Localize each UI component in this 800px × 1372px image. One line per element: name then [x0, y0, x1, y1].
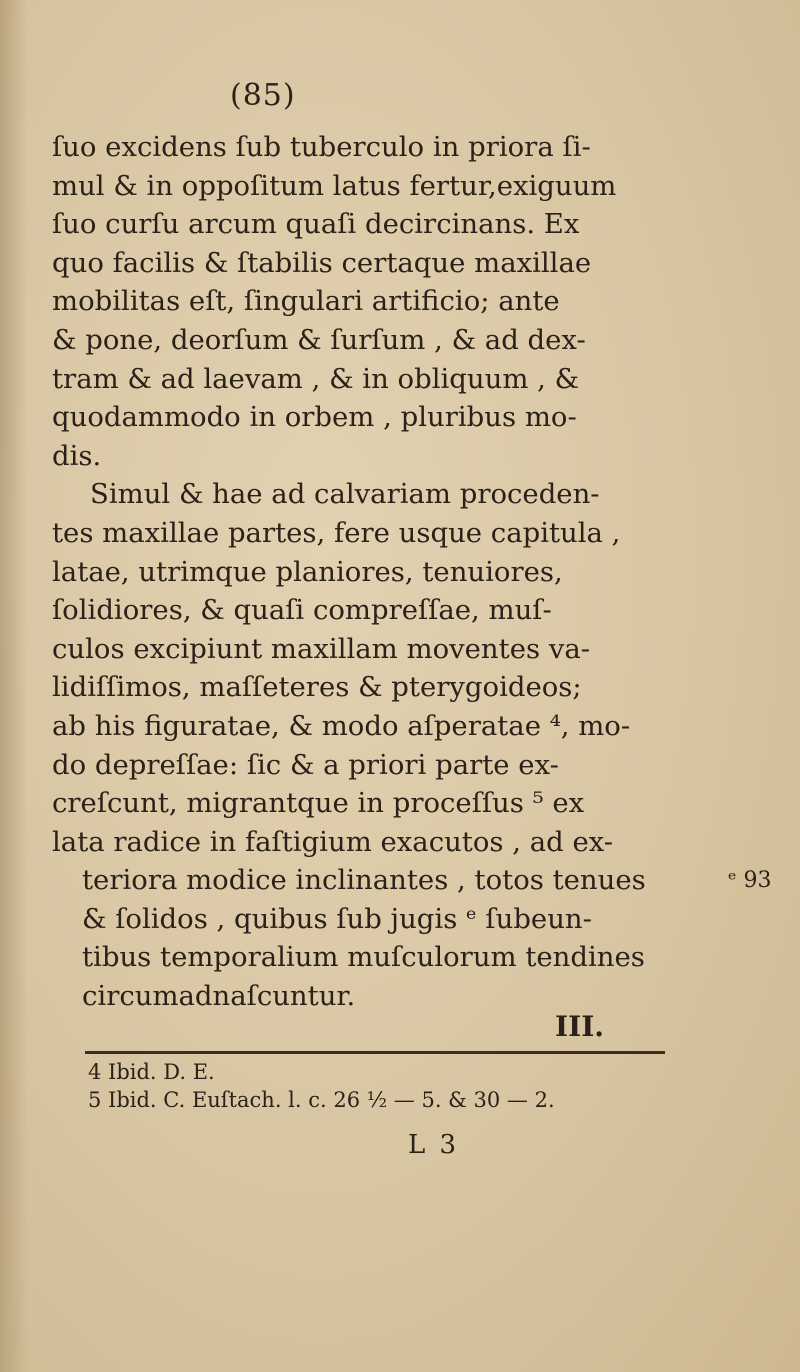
text-line: ſolidiores, & quaſi compreſſae, muſ- — [52, 594, 552, 627]
text-line: ab his figuratae, & modo aſperatae ⁴, mo- — [52, 709, 631, 742]
text-line: ſuo excidens ſub tuberculo in priora ſi- — [52, 131, 591, 163]
footnotes — [88, 1058, 708, 1114]
text-line: & ſolidos , quibus ſub jugis ᵉ ſubeun- — [82, 902, 592, 935]
text-line: tibus temporalium muſculorum tendines — [82, 941, 645, 974]
body-text — [52, 128, 752, 1016]
text-line: culos excipiunt maxillam moventes va- — [52, 632, 591, 665]
text-line: creſcunt, migrantque in proceſſus ⁵ ex — [52, 787, 585, 820]
text-line: mobilitas eſt, ſingulari artificio; ante — [52, 285, 560, 318]
text-line: ſuo curſu arcum quaſi decircinans. Ex — [52, 208, 580, 241]
text-line: teriora modice inclinantes , totos tenues — [82, 864, 646, 897]
text-line: lata radice in faſtigium exacutos , ad ex- — [52, 825, 614, 858]
page-number: (85) — [230, 78, 296, 113]
signature-mark: L 3 — [408, 1130, 460, 1160]
text-line: lidiſſimos, maſſeteres & pterygoideos; — [52, 671, 582, 704]
footnote: 4 Ibid. D. E. — [88, 1060, 215, 1084]
margin-note: ᵉ 93 — [728, 868, 772, 893]
page-gutter-shadow — [0, 0, 28, 1372]
text-line: tram & ad laevam , & in obliquum , & — [52, 362, 580, 395]
text-line: quodammodo in orbem , pluribus mo- — [52, 401, 577, 434]
text-line: tes maxillae partes, fere usque capitula , — [52, 516, 621, 549]
text-line: & pone, deorſum & ſurſum , & ad dex- — [52, 323, 586, 356]
text-line: latae, utrimque planiores, tenuiores, — [52, 555, 563, 588]
text-line: quo facilis & ſtabilis certaque maxillae — [52, 246, 592, 279]
footnote-rule — [85, 1051, 665, 1054]
text-line: circumadnaſcuntur. — [82, 980, 356, 1013]
section-mark: III. — [555, 1010, 605, 1043]
text-line: do depreſſae: ſic & a priori parte ex- — [52, 748, 559, 781]
footnote: 5 Ibid. C. Euſtach. l. c. 26 ½ — 5. & 30 — 2. — [88, 1088, 555, 1112]
paragraph-start-line: Simul & hae ad calvariam proceden- — [90, 478, 600, 511]
text-line: mul & in oppoſitum latus fertur,exiguum — [52, 169, 617, 202]
text-line: dis. — [52, 439, 102, 472]
